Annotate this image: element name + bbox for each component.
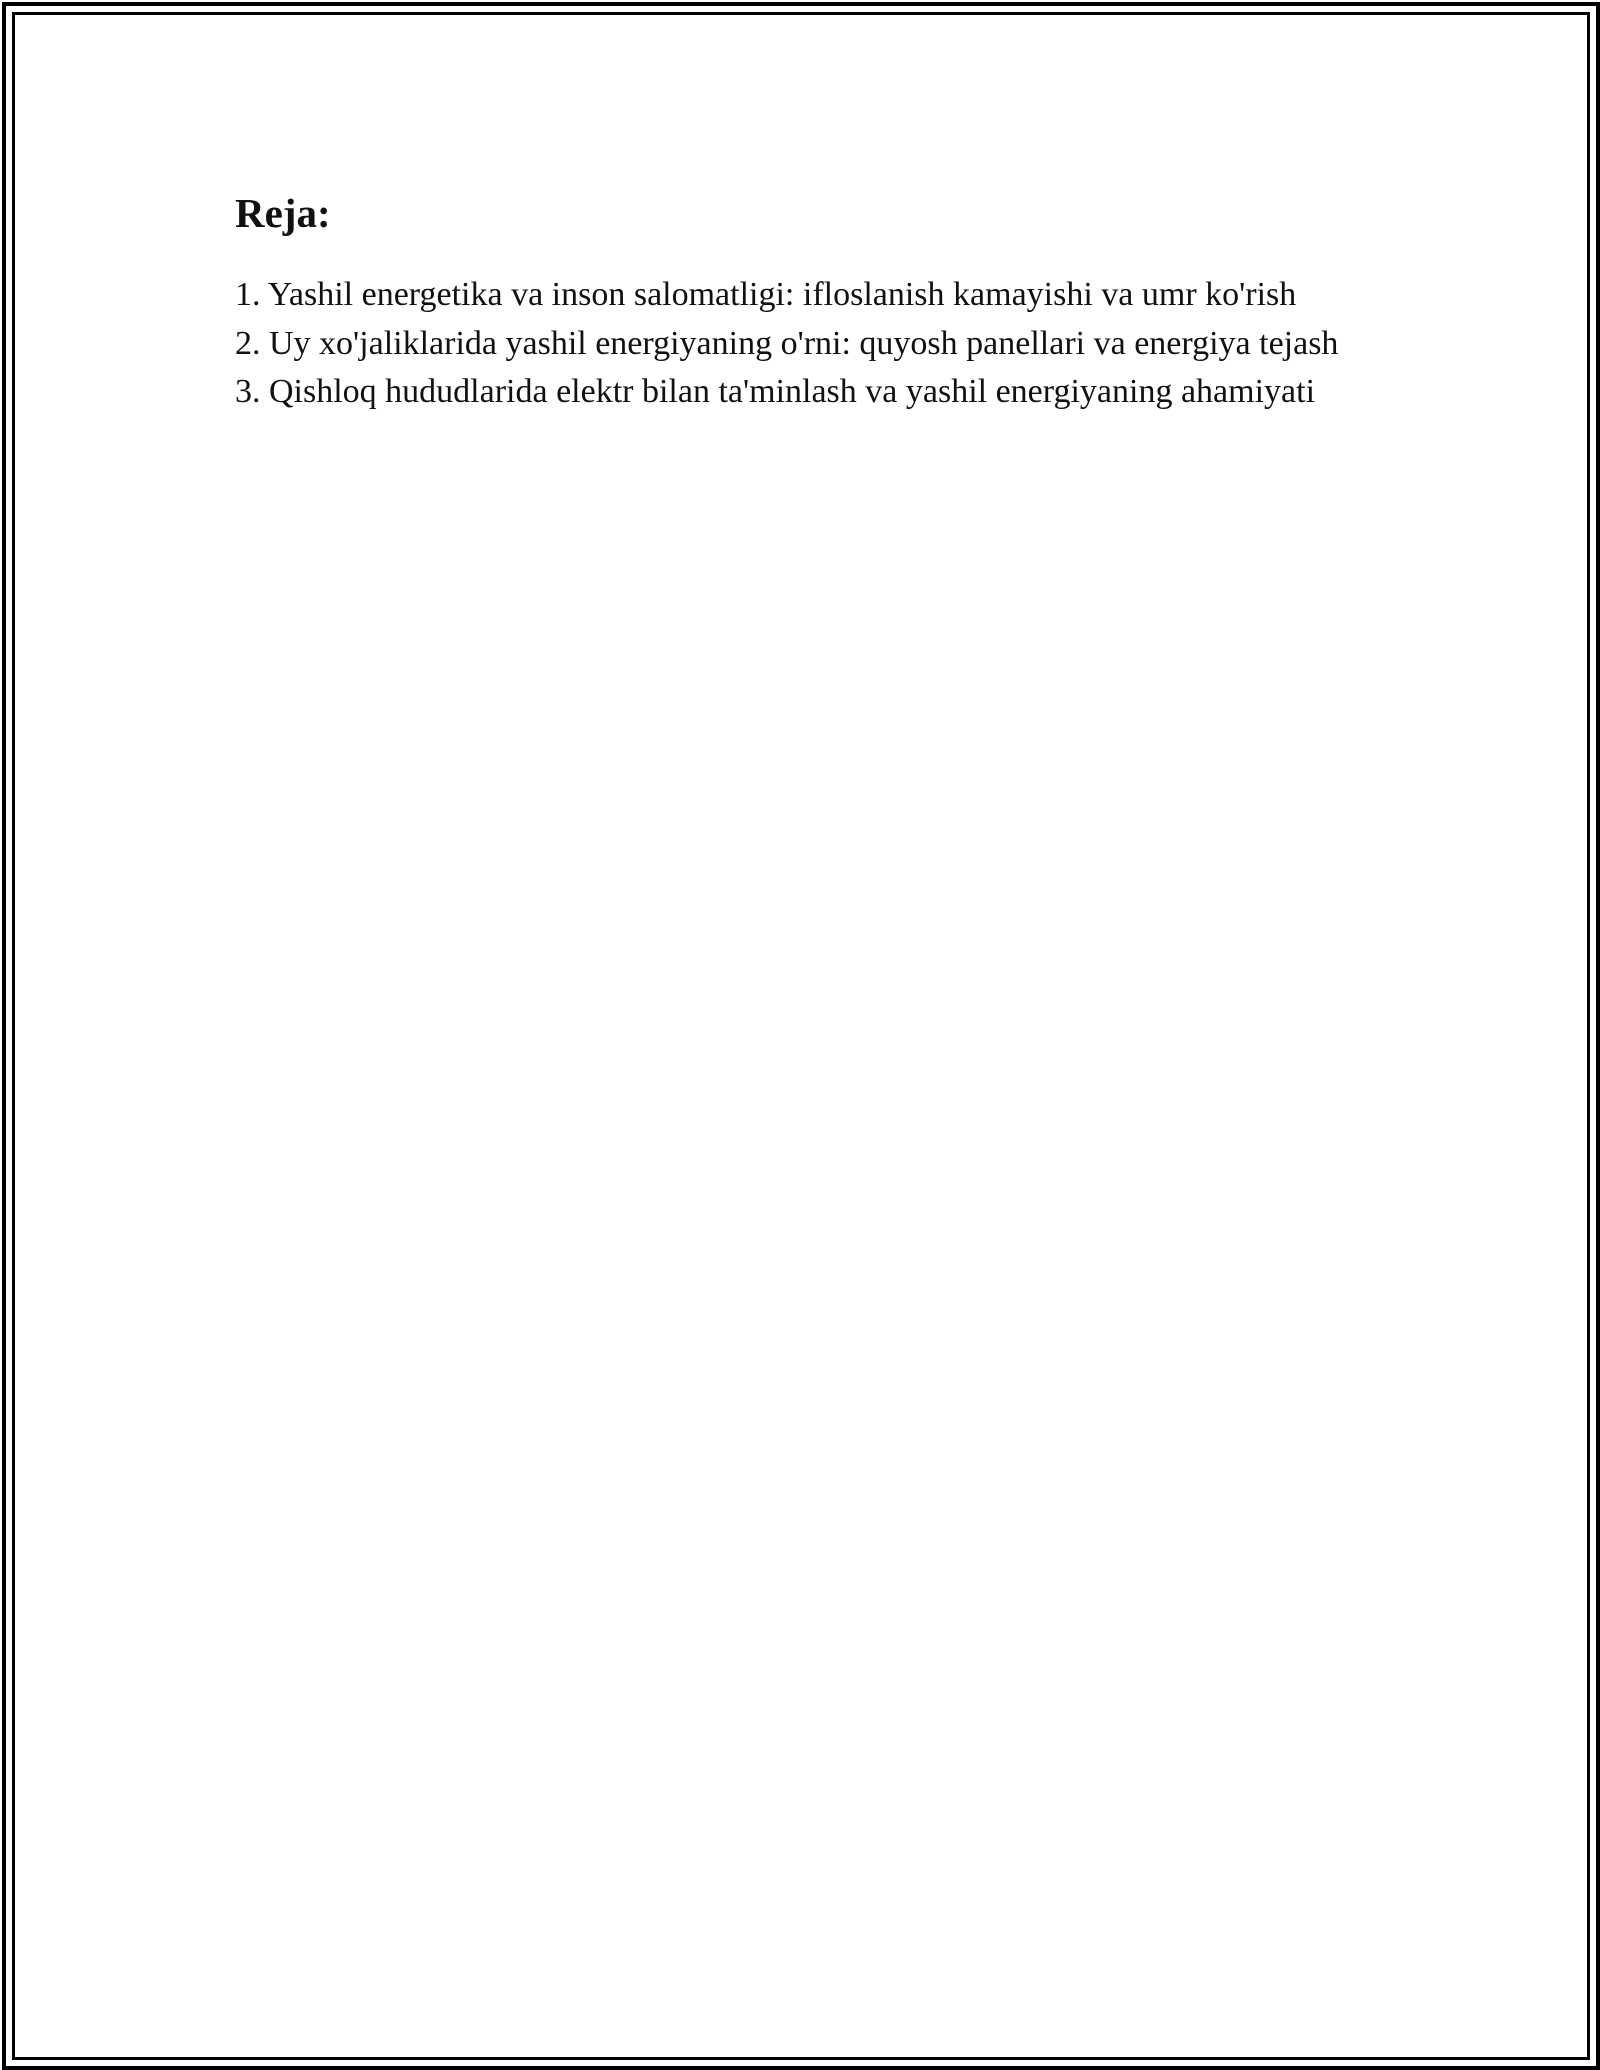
plan-item: 3. Qishloq hududlarida elektr bilan ta'minlash va yashil energiyaning ahamiyati bbox=[235, 373, 1316, 410]
plan-item: 2. Uy xo'jaliklarida yashil energiyaning o'rni: quyosh panellari va energiya tejash bbox=[235, 324, 1339, 362]
plan-list bbox=[235, 271, 1355, 417]
plan-item: 1. Yashil energetika va inson salomatligi: ifloslanish kamayishi va umr ko'rish bbox=[235, 276, 1297, 313]
page-content bbox=[235, 185, 1355, 417]
plan-heading: Reja: bbox=[235, 190, 331, 236]
